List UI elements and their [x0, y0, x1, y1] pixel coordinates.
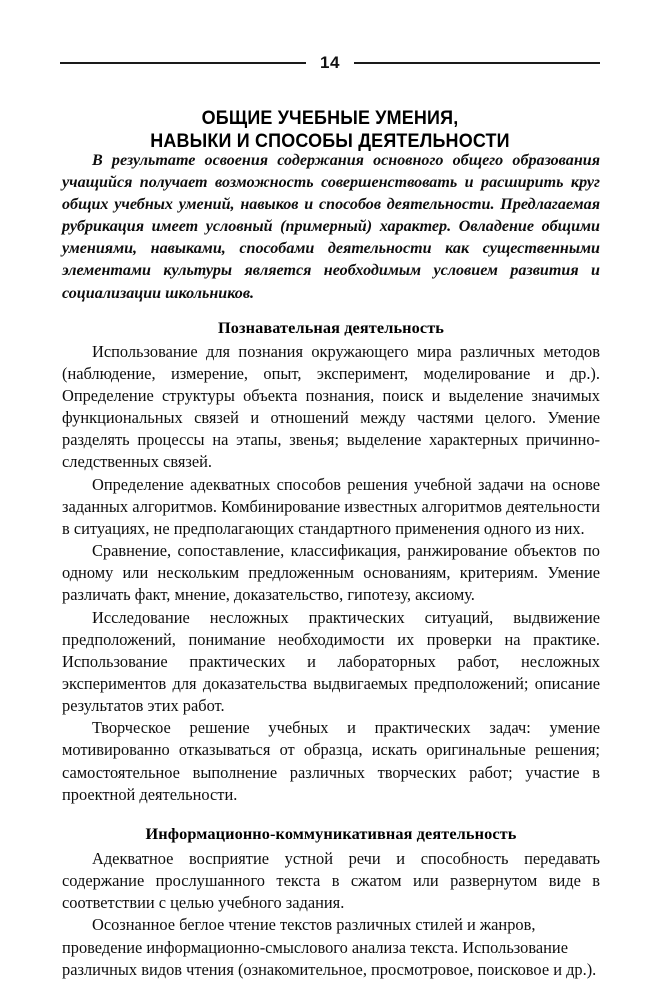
page-number: 14 — [320, 52, 340, 72]
paragraph: Определение адекватных способов решения учебной задачи на основе заданных алгоритмов. Комбинирование известных алгоритмов деятельности в ситуациях, не предполагающих стандартного применения одного из них. — [62, 474, 600, 538]
paragraph: Использование для познания окружающего мира различных методов (наблюдение, измерение, опыт, эксперимент, моделирование и др.). Определение структуры объекта познания, поиск и выделение значимых функциональных связей и отношений между частями целого. Умение разделять процессы на этапы, звенья; выделение характерных причинно-следственных связей. — [62, 341, 600, 472]
paragraph: Творческое решение учебных и практических задач: умение мотивированно отказываться от образца, искать оригинальные решения; самостоятельное выполнение различных творческих работ; участие в проектной деятельности. — [62, 718, 600, 804]
running-head-rule-left — [60, 62, 306, 64]
text-column — [62, 150, 600, 981]
paragraph: Осознанное беглое чтение текстов различных стилей и жанров, проведение информационно-смыслового анализа текста. Использование различных видов чтения (ознакомительное, просмотровое, поисковое и др.). — [62, 915, 597, 979]
paragraph: Адекватное восприятие устной речи и способность передавать содержание прослушанного текста в сжатом или развернутом виде в соответствии с целью учебного задания. — [62, 848, 600, 913]
running-head — [60, 50, 600, 76]
lead-paragraph: В результате освоения содержания основного общего образования учащийся получает возможность совершенствовать и расширить круг общих учебных умений, навыков и способов деятельности. Предлагаемая рубрикация имеет условный (примерный) характер. Овладение общими умениями, навыками, способами деятельности как существенными элементами культуры является необходимым условием развития и социализации школьников. — [62, 152, 600, 302]
section-heading-information-communication-activity: Информационно-коммуникативная деятельность — [145, 823, 517, 843]
page-title-line-1: ОБЩИЕ УЧЕБНЫЕ УМЕНИЯ, — [201, 107, 459, 130]
section-heading-cognitive-activity: Познавательная деятельность — [217, 317, 445, 337]
paragraph: Сравнение, сопоставление, классификация, ранжирование объектов по одному или нескольким предложенным основаниям, критериям. Умение различать факт, мнение, доказательство, гипотезу, аксиому. — [62, 541, 600, 605]
running-head-rule-right — [354, 62, 600, 64]
page-title-line-2: НАВЫКИ И СПОСОБЫ ДЕЯТЕЛЬНОСТИ — [150, 130, 510, 153]
paragraph: Исследование несложных практических ситуаций, выдвижение предположений, понимание необходимости их проверки на практике. Использование практических и лабораторных работ, несложных экспериментов для доказательства выдвигаемых предположений; описание результатов этих работ. — [62, 607, 600, 716]
page-title — [82, 107, 579, 153]
